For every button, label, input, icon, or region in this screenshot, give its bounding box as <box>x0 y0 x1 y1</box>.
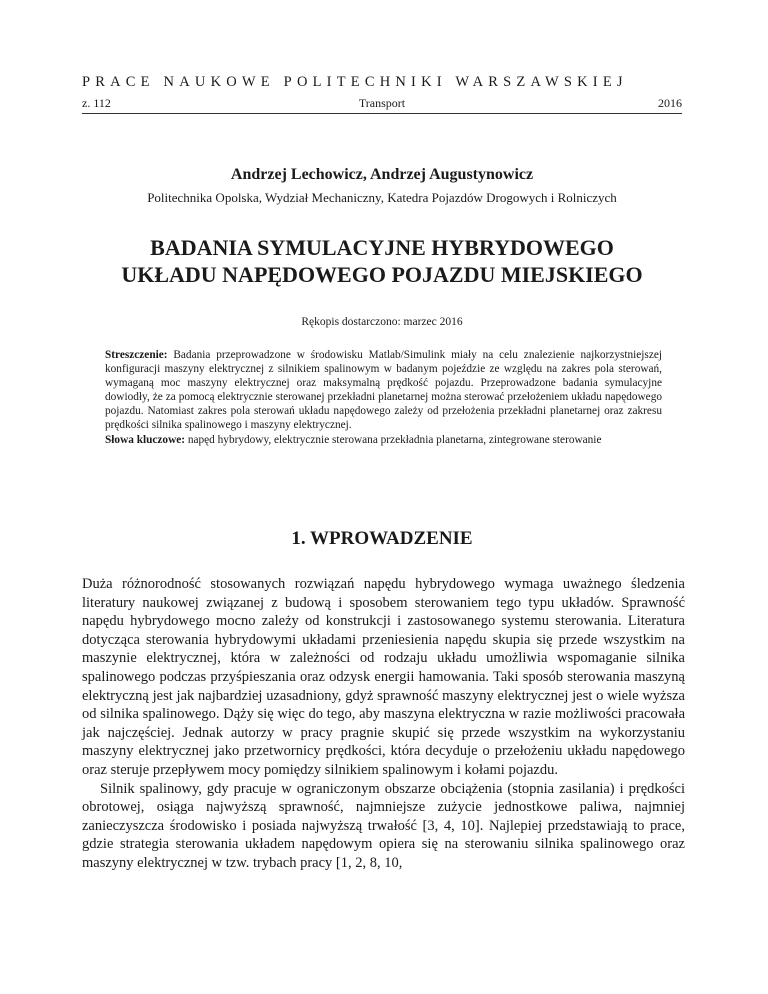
authors: Andrzej Lechowicz, Andrzej Augustynowicz <box>230 166 534 183</box>
abstract-label: Streszczenie: <box>105 349 174 361</box>
publication-year: 2016 <box>658 96 682 110</box>
journal-series: PRACE NAUKOWE POLITECHNIKI WARSZAWSKIEJ <box>82 74 628 90</box>
section-heading: 1. WPROWADZENIE <box>291 528 473 549</box>
keywords-text: napęd hybrydowy, elektrycznie sterowana przekładnia planetarna, zintegrowane sterowanie <box>187 433 602 446</box>
abstract-text: Badania przeprowadzone w środowisku Matlab/Simulink miały na celu znalezienie najkorzystniejszej konfiguracji maszyny elektrycznej z silnikiem spalinowym w badanym pojeździe ze względu na zakres pola sterowań, wymaganą moc maszyny elektrycznej oraz maksymalną prędkość pojazdu. Przeprowadzone badania symulacyjne dowiodły, że za pomocą elektrycznie sterowanej przekładni planetarnej można sterować przełożeniem układu napędowego pojazdu. Natomiast zakres pola sterowań układu napędowego zależy od przełożenia przekładni planetarnej oraz zakresu prędkości silnika spalinowego i maszyny elektrycznej. <box>105 349 663 432</box>
affiliation: Politechnika Opolska, Wydział Mechaniczny, Katedra Pojazdów Drogowych i Rolniczych <box>147 190 617 205</box>
journal-category: Transport <box>358 96 406 110</box>
abstract-block <box>105 348 662 433</box>
volume-number: z. 112 <box>82 96 111 110</box>
paper-title <box>82 234 682 288</box>
paragraph-2: Silnik spalinowy, gdy pracuje w ograniczonym obszarze obciążenia (stopnia zasilania) i prędkości obrotowej, osiąga najwyższą sprawność, najmniejsze zużycie jednostkowe paliwa, najmniej zanieczyszcza środowisko i posiada najwyższą trwałość [3, 4, 10]. Najlepiej przedstawiają to prace, gdzie strategia sterowania układem napędowym opiera się na sterowaniu silnika spalinowego oraz maszyny elektrycznej w tzw. trybach pracy [1, 2, 8, 10, <box>82 780 685 871</box>
body-text <box>82 575 685 873</box>
paragraph-1: Duża różnorodność stosowanych rozwiązań napędu hybrydowego wymaga uważnego śledzenia literatury naukowej związanej z budową i sposobem sterowaniem tego typu układów. Sprawność napędu hybrydowego mocno zależy od konstrukcji i zastosowanego systemu sterowania. Literatura dotycząca sterowania hybrydowymi układami przeniesienia napędu skupia się przede wszystkim na maszynie elektrycznej, która w zależności od rodzaju układu umożliwia wspomaganie silnika spalinowego podczas przyśpieszania oraz odzysk energii hamowania. Taki sposób sterowania maszyną elektryczną jest jak najbardziej uzasadniony, gdyż sprawność maszyny elektrycznej jest o wiele wyższa od silnika spalinowego. Dąży się więc do tego, aby maszyna elektryczna w razie możliwości pracowała jak najczęściej. Jednak autorzy w pracy pragnie skupić się przede wszystkim na wykorzystaniu maszyny elektrycznej jako przetwornicy prędkości, która decyduje o przełożeniu układu napędowego oraz steruje przepływem mocy pomiędzy silnikiem spalinowym i kołami pojazdu. <box>82 576 685 778</box>
keywords-label: Słowa kluczowe: <box>105 433 188 446</box>
keywords-block <box>105 433 662 447</box>
header-divider <box>82 113 682 114</box>
received-date: Rękopis dostarczono: marzec 2016 <box>301 316 463 328</box>
title-line-1: BADANIA SYMULACYJNE HYBRYDOWEGO <box>150 235 614 260</box>
abstract <box>105 348 662 447</box>
title-line-2: UKŁADU NAPĘDOWEGO POJAZDU MIEJSKIEGO <box>121 262 643 287</box>
